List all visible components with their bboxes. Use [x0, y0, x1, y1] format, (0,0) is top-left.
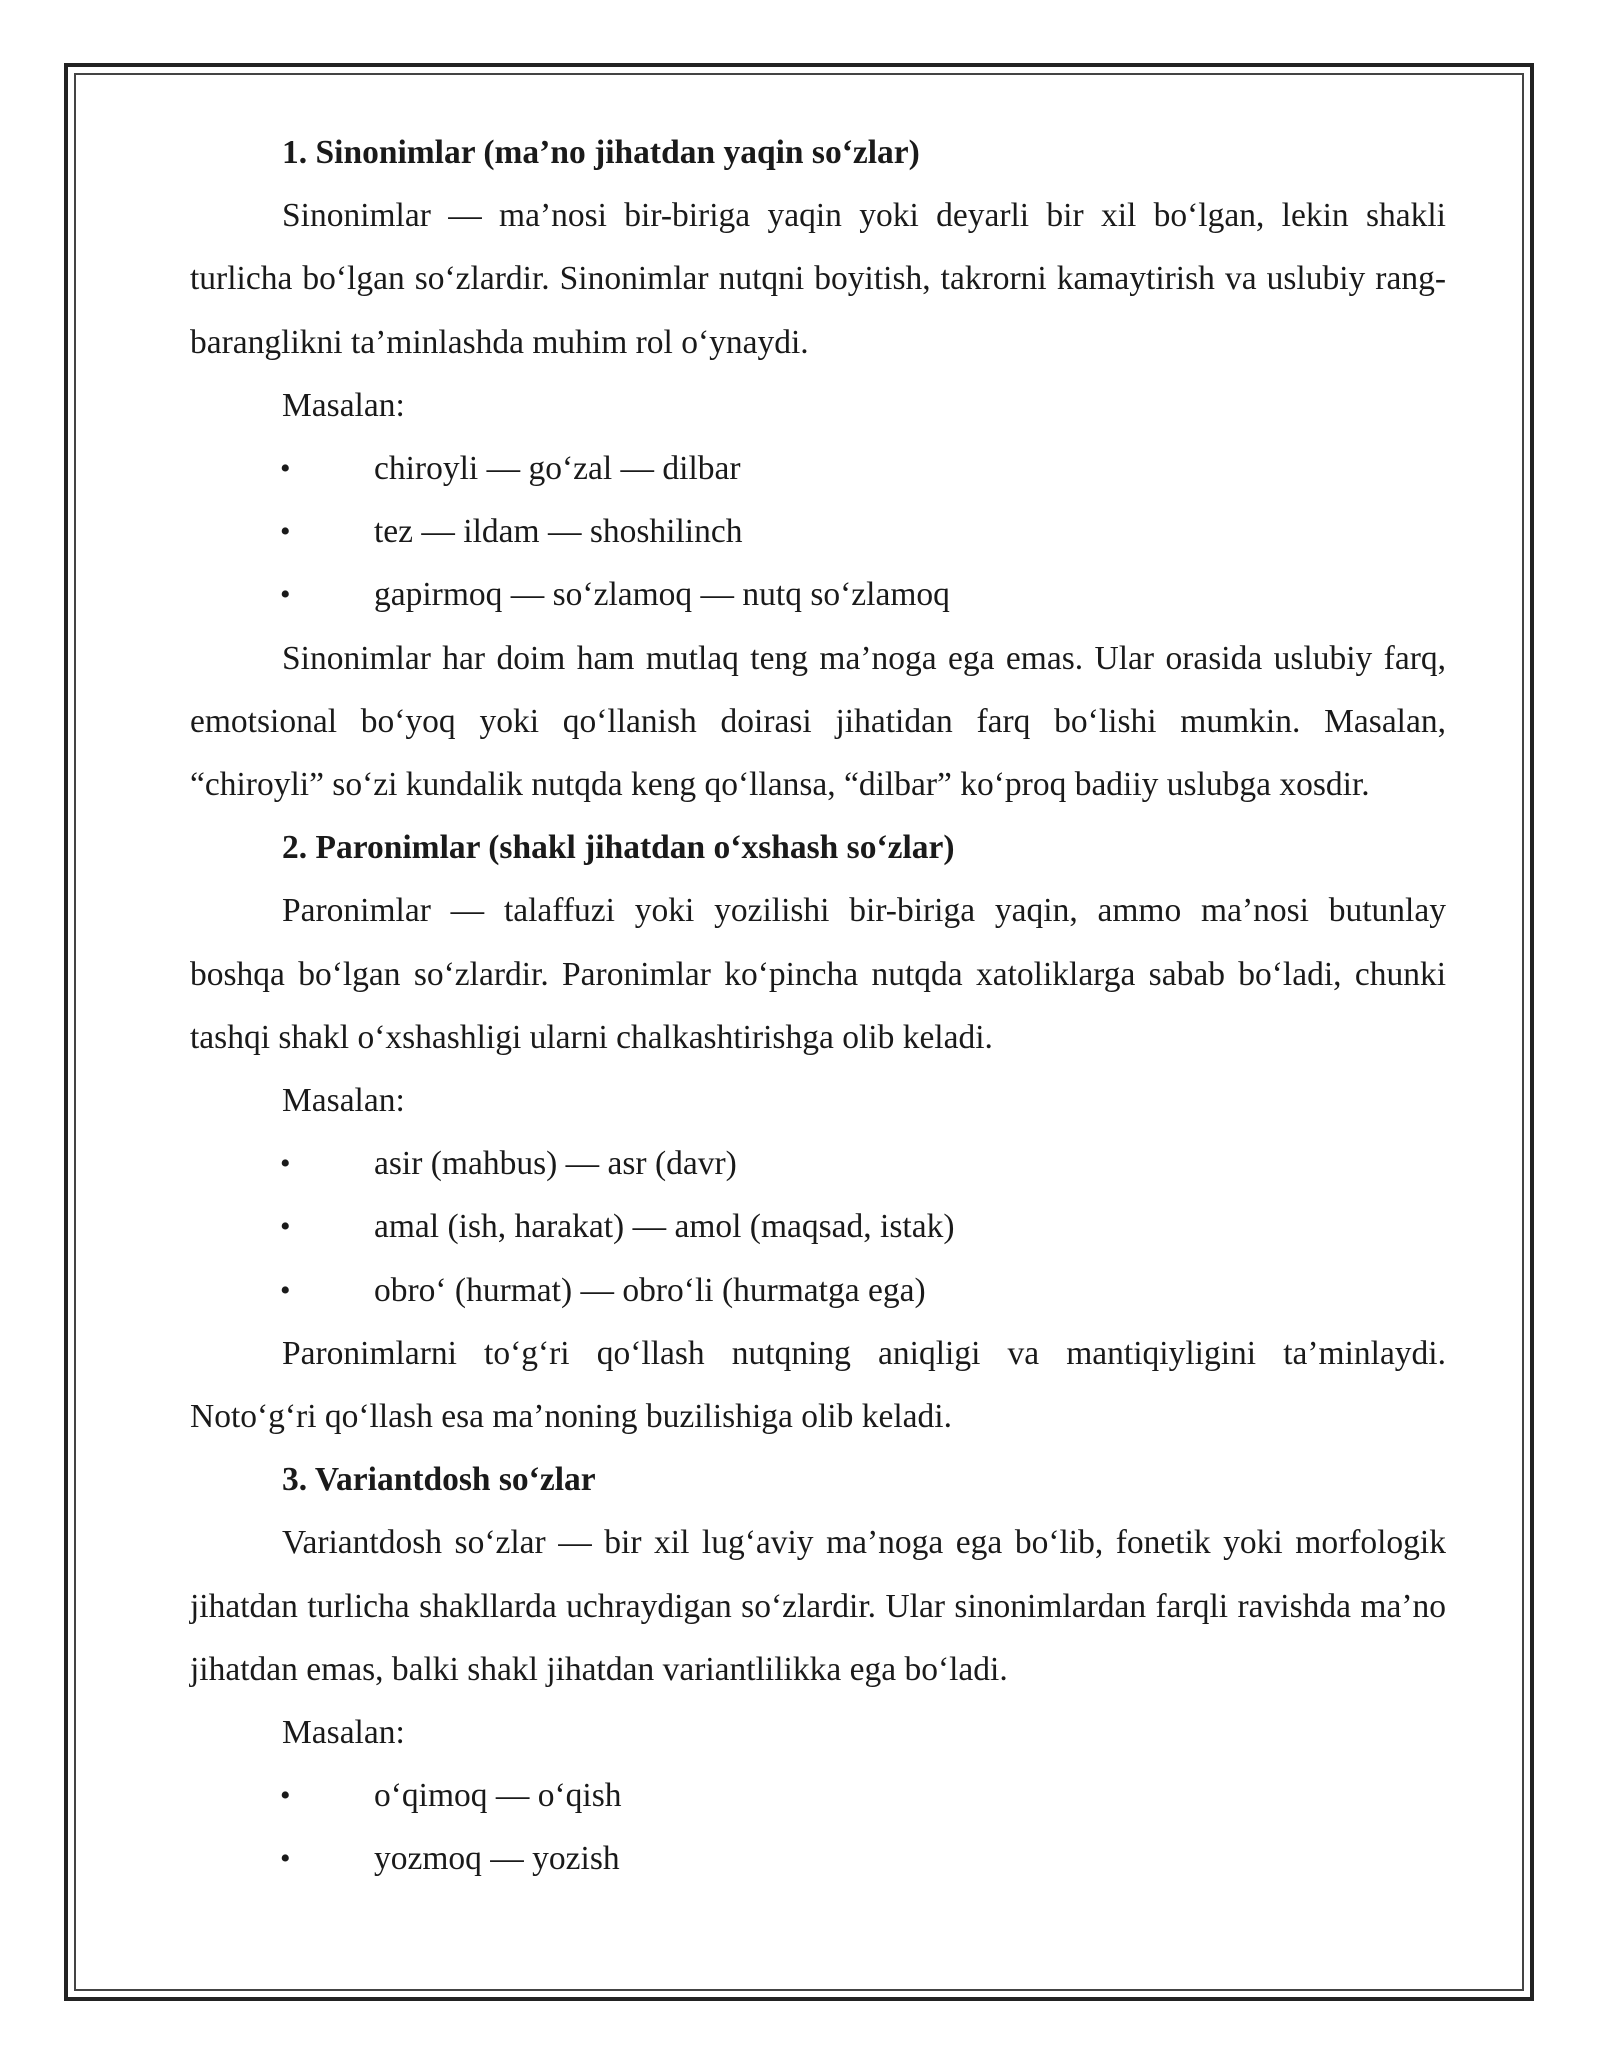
section-heading-sinonimlar: 1. Sinonimlar (ma’no jihatdan yaqin so‘zlar) [282, 134, 920, 171]
list-item-text: o‘qimoq — o‘qish [374, 1777, 622, 1815]
example-list [190, 1764, 1446, 1890]
list-item [190, 1195, 1446, 1258]
list-item-text: asir (mahbus) — asr (davr) [374, 1145, 737, 1183]
list-item-text: yozmoq — yozish [374, 1840, 620, 1878]
bullet-icon: • [280, 1210, 291, 1244]
list-item [190, 563, 1446, 626]
bullet-icon: • [280, 452, 291, 486]
list-item-text: tez — ildam — shoshilinch [374, 513, 743, 551]
list-item-text: amal (ish, harakat) — amol (maqsad, istak) [374, 1208, 955, 1246]
example-label: Masalan: [282, 386, 405, 424]
section-outro-paragraph: Paronimlarni to‘g‘ri qo‘llash nutqning aniqligi va mantiqiyligini ta’minlaydi. Noto‘g‘ri qo‘llash esa ma’noning buzilishiga olib keladi. [190, 1334, 1446, 1436]
section-intro-paragraph: Variantdosh so‘zlar — bir xil lug‘aviy ma’noga ega bo‘lib, fonetik yoki morfologik jihatdan turlicha shakllarda uchraydigan so‘zlardir. Ular sinonimlardan farqli ravishda ma’no jihatdan emas, balki shakl jihatdan variantlilikka ega bo‘ladi. [190, 1524, 1446, 1688]
section-intro-paragraph: Paronimlar — talaffuzi yoki yozilishi bir-biriga yaqin, ammo ma’nosi butunlay boshqa bo‘lgan so‘zlardir. Paronimlar ko‘pincha nutqda xatoliklarga sabab bo‘ladi, chunki tashqi shakl o‘xshashligi ularni chalkashtirishga olib keladi. [190, 892, 1446, 1056]
section-heading-paronimlar: 2. Paronimlar (shakl jihatdan o‘xshash so‘zlar) [282, 829, 955, 867]
list-item [190, 500, 1446, 563]
example-label: Masalan: [282, 1082, 405, 1120]
bullet-icon: • [280, 515, 291, 549]
bullet-icon: • [280, 1147, 291, 1181]
example-list [190, 1132, 1446, 1322]
list-item-text: gapirmoq — so‘zlamoq — nutq so‘zlamoq [374, 576, 950, 614]
list-item-text: obro‘ (hurmat) — obro‘li (hurmatga ega) [374, 1271, 926, 1309]
document-body [190, 121, 1446, 1891]
list-item [190, 437, 1446, 500]
bullet-icon: • [280, 1273, 291, 1307]
bullet-icon: • [280, 1842, 291, 1876]
list-item [190, 1132, 1446, 1195]
example-label: Masalan: [282, 1714, 405, 1752]
section-intro-paragraph: Sinonimlar — ma’nosi bir-biriga yaqin yoki deyarli bir xil bo‘lgan, lekin shakli turlicha bo‘lgan so‘zlardir. Sinonimlar nutqni boyitish, takrorni kamaytirish va uslubiy rang-baranglikni ta’minlashda muhim rol o‘ynaydi. [190, 197, 1446, 361]
list-item [190, 1827, 1446, 1890]
bullet-icon: • [280, 578, 291, 612]
bullet-icon: • [280, 1779, 291, 1813]
section-outro-paragraph: Sinonimlar har doim ham mutlaq teng ma’noga ega emas. Ular orasida uslubiy farq, emotsional bo‘yoq yoki qo‘llanish doirasi jihatidan farq bo‘lishi mumkin. Masalan, “chiroyli” so‘zi kundalik nutqda keng qo‘llansa, “dilbar” ko‘proq badiiy uslubga xosdir. [190, 639, 1446, 804]
list-item [190, 1259, 1446, 1322]
section-heading-variantdosh: 3. Variantdosh so‘zlar [282, 1461, 596, 1499]
list-item [190, 1764, 1446, 1827]
list-item-text: chiroyli — go‘zal — dilbar [374, 450, 741, 488]
example-list [190, 437, 1446, 627]
